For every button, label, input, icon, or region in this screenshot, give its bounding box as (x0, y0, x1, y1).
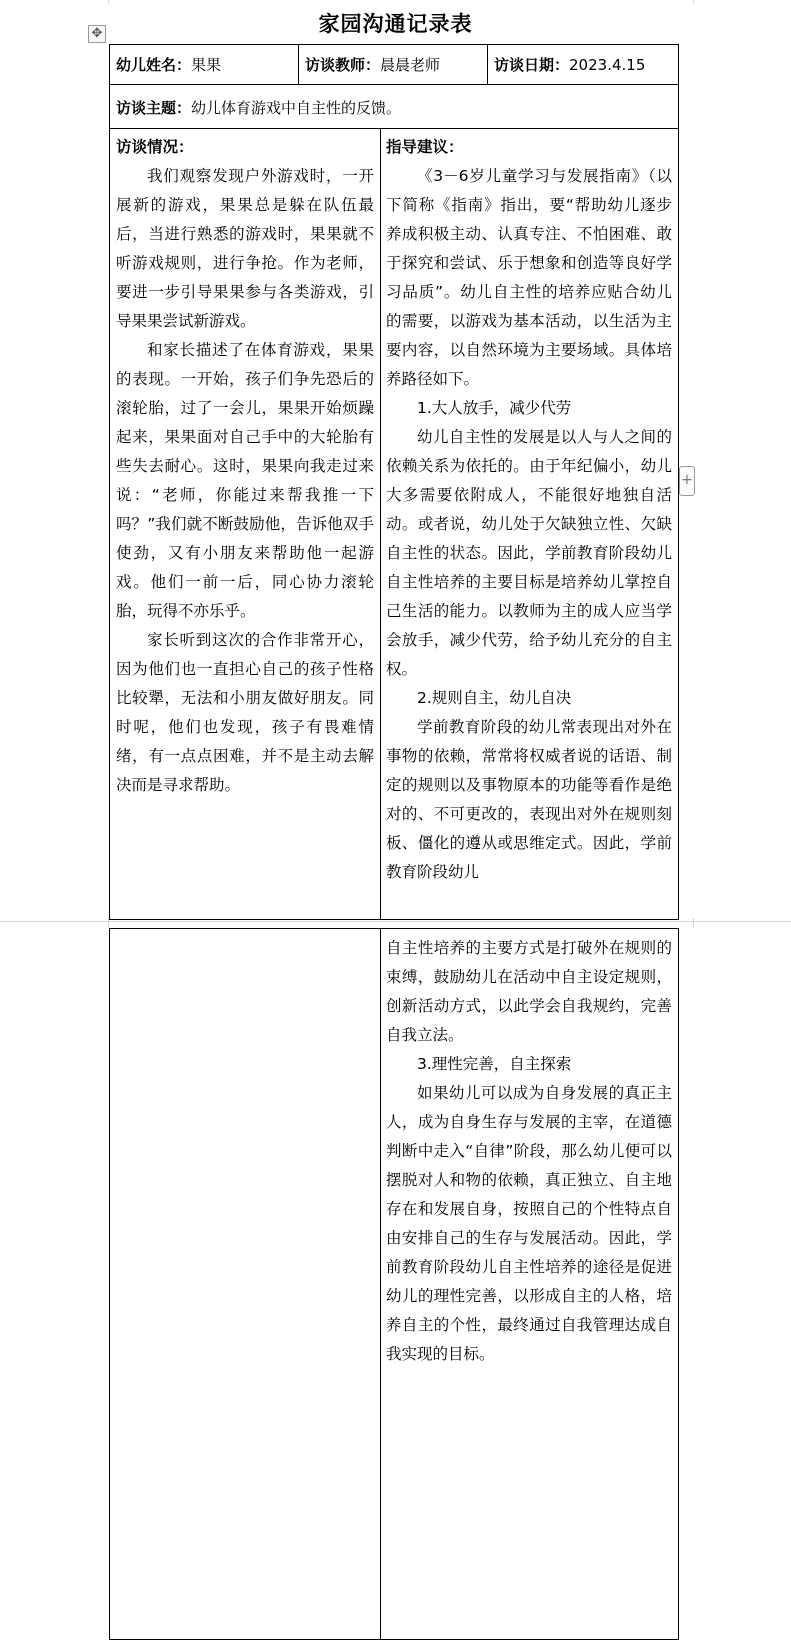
table-divider (109, 128, 679, 129)
page-corner-mark (108, 0, 109, 4)
interview-paragraph: 家长听到这次的合作非常开心，因为他们也一直担心自己的孩子性格比较犟，无法和小朋友做好朋友。同时呢，他们也发现，孩子有畏难情绪，有一点点困难，并不是主动去解决而是寻求帮助。 (116, 631, 374, 794)
teacher-label: 访谈教师： (305, 56, 381, 74)
guidance-subheading: 3.理性完善，自主探索 (417, 1055, 572, 1073)
interview-situation-cell-continued[interactable] (116, 934, 374, 1634)
teacher-cell[interactable] (305, 54, 440, 75)
table-divider (487, 44, 488, 84)
guidance-paragraph: 学前教育阶段的幼儿常表现出对外在事物的依赖，常常将权威者说的话语、制定的规则以及事物原本的功能等看作是绝对的、不可更改的，表现出对外在规则刻板、僵化的遵从或思维定式。因此，学前教育阶段幼儿 (386, 718, 672, 881)
guidance-paragraph: 幼儿自主性的发展是以人与人之间的依赖关系为依托的。由于年纪偏小，幼儿大多需要依附成人，不能很好地独自活动。或者说，幼儿处于欠缺独立性、欠缺自主性的状态。因此，学前教育阶段幼儿自主性培养的主要目标是培养幼儿掌控自己生活的能力。以教师为主的成人应当学会放手，减少代劳，给予幼儿充分的自主权。 (386, 428, 672, 678)
page-corner-mark (693, 922, 694, 928)
guidance-paragraph: 自主性培养的主要方式是打破外在规则的束缚，鼓励幼儿在活动中自主设定规则，创新活动方式，以此学会自我规约，完善自我立法。 (386, 939, 672, 1044)
table-divider (298, 44, 299, 84)
interview-situation-cell[interactable] (116, 133, 374, 800)
page-break-line (0, 921, 791, 922)
date-label: 访谈日期： (494, 56, 570, 74)
child-name-cell[interactable] (116, 54, 221, 75)
guidance-paragraph: 《3－6岁儿童学习与发展指南》（以下简称《指南》指出，要“帮助幼儿逐步养成积极主动、认真专注、不怕困难、敢于探究和尝试、乐于想象和创造等良好学习品质”。幼儿自主性的培养应贴合幼儿的需要，以游戏为基本活动，以生活为主要内容，以自然环境为主要场域。具体培养路径如下。 (386, 167, 672, 388)
date-value: 2023.4.15 (569, 56, 646, 74)
guidance-subheading: 2.规则自主，幼儿自决 (417, 689, 572, 707)
interview-paragraph: 我们观察发现户外游戏时，一开展新的游戏，果果总是躲在队伍最后，当进行熟悉的游戏时，果果就不听游戏规则，进行争抢。作为老师，要进一步引导果果参与各类游戏，引导果果尝试新游戏。 (116, 167, 374, 330)
column-divider (380, 128, 381, 920)
interview-paragraph: 和家长描述了在体育游戏，果果的表现。一开始，孩子们争先恐后的滚轮胎，过了一会儿，果果开始烦躁起来，果果面对自己手中的大轮胎有些失去耐心。这时，果果向我走过来说：“老师，你能过来帮我推一下吗？”我们就不断鼓励他，告诉他双手使劲，又有小朋友来帮助他一起游戏。他们一前一后，同心协力滚轮胎，玩得不亦乐乎。 (116, 341, 374, 620)
document-title: 家园沟通记录表 (318, 12, 473, 36)
guidance-subheading: 1.大人放手，减少代劳 (417, 399, 572, 417)
topic-label: 访谈主题： (116, 99, 192, 117)
teacher-value: 晨晨老师 (380, 56, 441, 74)
guidance-heading: 指导建议： (386, 138, 464, 156)
topic-value: 幼儿体育游戏中自主性的反馈。 (191, 99, 402, 117)
column-divider (380, 928, 381, 1640)
child-name-value: 果果 (191, 56, 222, 74)
page-corner-mark (693, 0, 694, 4)
child-name-label: 幼儿姓名： (116, 56, 192, 74)
guidance-paragraph: 如果幼儿可以成为自身发展的真正主人，成为自身生存与发展的主宰，在道德判断中走入“自律”阶段，那么幼儿便可以摆脱对人和物的依赖，真正独立、自主地存在和发展自身，按照自己的个性特点自由安排自己的生存与发展活动。因此，学前教育阶段幼儿自主性培养的途径是促进幼儿的理性完善，以形成自主的人格，培养自主的个性，最终通过自我管理达成自我实现的目标。 (386, 1084, 672, 1363)
guidance-cell-page1[interactable] (386, 133, 672, 917)
date-cell[interactable] (494, 54, 645, 75)
interview-heading: 访谈情况： (116, 138, 194, 156)
topic-cell[interactable] (116, 97, 401, 118)
guidance-cell-page2[interactable] (386, 934, 672, 1369)
table-divider (109, 84, 679, 85)
table-move-handle-icon[interactable]: ✥ (88, 25, 106, 43)
add-column-handle-icon[interactable]: + (679, 466, 695, 496)
